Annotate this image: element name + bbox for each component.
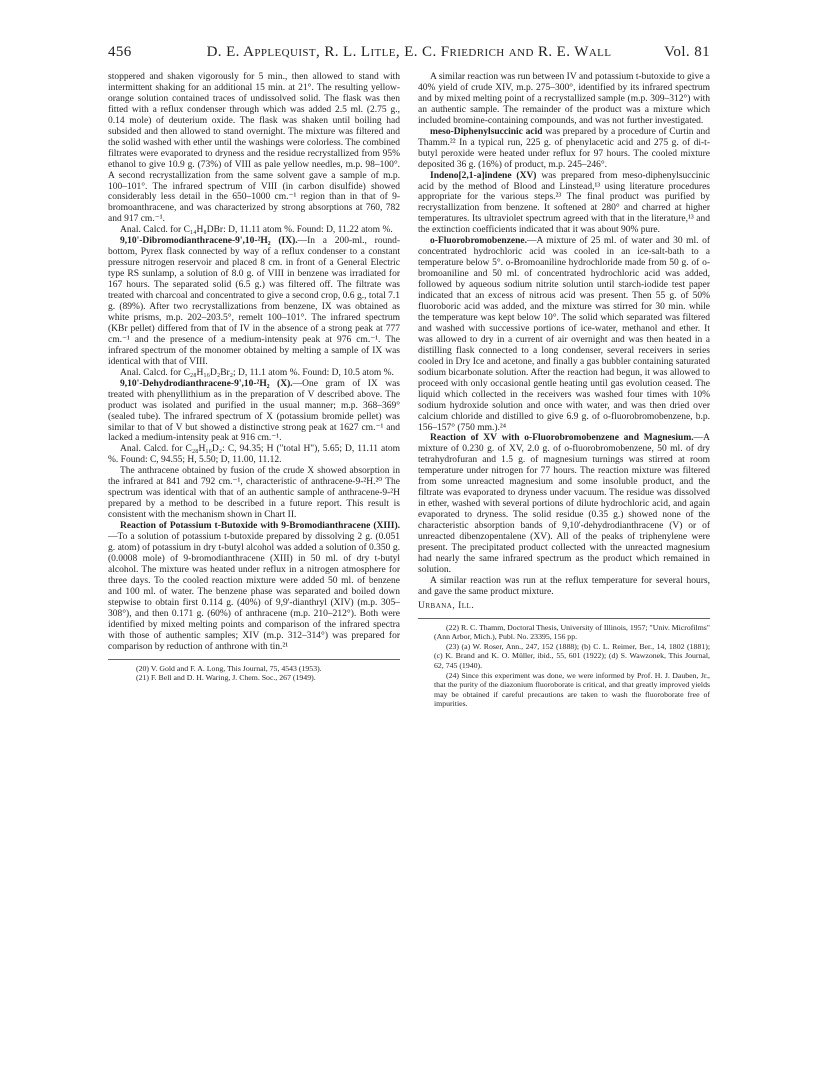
paragraph <box>418 127 710 171</box>
paragraph-text: was prepared from meso-diphenylsuccinic acid by the method of Blood and Linstead,¹³ using literature procedures appropriate for the various steps.²³ The final product was purified by recrystallization from benzene. It softened at 280° and charred at higher temperatures. Its ultraviolet spectrum agreed with that in the literature,¹³ and the extinction coefficients indicated that it was about 90% pure. <box>418 170 710 236</box>
footnote: (23) (a) W. Roser, Ann., 247, 152 (1888); (b) C. L. Reimer, Ber., 14, 1802 (1881); (c) K. Brand and K. O. Müller, ibid., 55, 601 (1922); (d) S. Wawzonek, This Journal, 62, 745 (1940). <box>434 641 710 671</box>
section-title: 9,10'-Dibromodianthracene-9',10-²H₂ (IX). <box>120 236 298 247</box>
paragraph-text: —One gram of IX was treated with phenyllithium as in the preparation of V described above. The product was isolated and purified in the usual manner; m.p. 368–369° (sealed tube). The infrared spectrum of X (potassium bromide pellet) was similar to that of V but showed a distinctive strong peak at 1627 cm.⁻¹ and lacked a medium-intensity peak at 916 cm.⁻¹. <box>108 378 400 444</box>
paragraph <box>108 521 400 652</box>
section-title: Reaction of Potassium t-Butoxide with 9-Bromodianthracene (XIII). <box>120 521 400 532</box>
paragraph-text: —In a 200-ml., round-bottom, Pyrex flask connected by way of a reflux condenser to a constant pressure nitrogen reservoir and placed 8 cm. in front of a General Electric type RS sunlamp, a solution of 8.0 g. of VIII in benzene was irradiated for 167 hours. The separated solid (6.5 g.) was filtered off. The filtrate was treated with charcoal and concentrated to give a second crop, 0.6 g., total 7.1 g. (89%). After two recrystallizations from benzene, IX was obtained as white prisms, m.p. 202–203.5°, remelt 100–101°. The infrared spectrum (KBr pellet) differed from that of IV in the absence of a strong peak at 777 cm.⁻¹ and the presence of a medium-intensity peak at 976 cm.⁻¹. The infrared spectrum of the monomer obtained by melting a sample of IX was identical with that of VIII. <box>108 236 400 367</box>
paragraph: The anthracene obtained by fusion of the crude X showed absorption in the infrared at 841 and 792 cm.⁻¹, characteristic of anthracene-9-²H.²⁰ The spectrum was identical with that of an authentic sample of anthracene-9-²H prepared by a method to be described in a future report. This result is consistent with the mechanism shown in Chart II. <box>108 466 400 521</box>
footnote: (22) R. C. Thamm, Doctoral Thesis, University of Illinois, 1957; "Univ. Microfilms" (Ann Arbor, Mich.), Publ. No. 23395, 156 pp. <box>434 622 710 642</box>
paragraph <box>108 379 400 445</box>
left-column <box>108 72 400 683</box>
footnote: (21) F. Bell and D. H. Waring, J. Chem. Soc., 267 (1949). <box>136 673 316 683</box>
paragraph: A similar reaction was run at the reflux temperature for several hours, and gave the same product mixture. <box>418 575 710 597</box>
analysis-paragraph: Anal. Calcd. for C₁₄H₈DBr: D, 11.11 atom %. Found: D, 11.22 atom %. <box>120 225 393 236</box>
running-header <box>108 44 710 62</box>
paragraph <box>418 433 710 575</box>
paragraph-text: —A mixture of 0.230 g. of XV, 2.0 g. of o-fluorobromobenzene, 50 ml. of dry tetrahydrofuran and 1.5 g. of magnesium turnings was stirred at room temperature under nitrogen for 77 hours. The reaction mixture was filtered from some unreacted magnesium and some insoluble product, and the filtrate was evaporated to dryness under vacuum. The residue was dissolved in ether, washed with several portions of dilute hydrochloric acid, and again evaporated to dryness. The solid residue (0.35 g.) showed none of the characteristic absorption bands of 9,10'-dehydrodianthracene (V) or of unreacted dibenzopentalene (XV). All of the peaks of triphenylene were present. The precipitated product collected with the unreacted magnesium had nearly the same infrared spectrum as the product which remained in solution. <box>418 433 710 575</box>
analysis-paragraph: Anal. Calcd. for C₂₈H₁₆D₂: C, 94.35; H ("total H"), 5.65; D, 11.11 atom %. Found: C, 94.55; H, 5.50; D, 11.00, 11.12. <box>108 444 400 466</box>
paragraph: A similar reaction was run between IV and potassium t-butoxide to give a 40% yield of crude XIV, m.p. 275–300°, identified by its infrared spectrum and by mixed melting point of a recrystallized sample (m.p. 309–312°) with an authentic sample. The remainder of the product was a mixture which included bromine-containing compounds, and was not further investigated. <box>418 72 711 126</box>
paragraph-text: —To a solution of potassium t-butoxide prepared by dissolving 2 g. (0.051 g. atom) of potassium in dry t-butyl alcohol was added a solution of 0.350 g. (0.0008 mole) of 9-bromodianthracene (XIII) in 50 ml. of dry t-butyl alcohol. The mixture was heated under reflux in a nitrogen atmosphere for three days. To the cooled reaction mixture were added 50 ml. of benzene and 100 ml. of water. The benzene phase was separated and boiled down stepwise to obtain first 0.114 g. (40%) of 9,9'-dianthryl (XIV) (m.p. 305–308°), and then 0.171 g. (60%) of anthracene (m.p. 210–212°). Both were identified by mixed melting points and comparison of the infrared spectra with those of authentic samples; XIV (m.p. 312–314°) was prepared for comparison by reduction of anthrone with tin.²¹ <box>108 532 400 652</box>
section-title: Reaction of XV with o-Fluorobromobenzene and Magnesium. <box>430 433 694 444</box>
paragraph-text: was prepared by a procedure of Curtin and Thamm.²² In a typical run, 225 g. of phenylacetic acid and 275 g. of di-t-butyl peroxide were heated under reflux for 97 hours. The cooled mixture deposited 36 g. (16%) of product, m.p. 245–246°. <box>418 126 710 170</box>
paragraph <box>418 171 710 237</box>
footnote: (24) Since this experiment was done, we were informed by Prof. H. J. Dauben, Jr., that the purity of the diazonium fluoroborate is critical, and that greatly improved yields may be obtained if careful precautions are taken to wash the fluoroborate free of impurities. <box>434 670 710 709</box>
footnote: (20) V. Gold and F. A. Long, This Journal, 75, 4543 (1953). <box>136 663 322 673</box>
page-number: 456 <box>108 44 132 60</box>
section-title: Indeno[2,1-a]indene (XV) <box>430 170 537 181</box>
footnote-divider <box>108 659 400 660</box>
running-title: D. E. Applequist, R. L. Litle, E. C. Friedrich and R. E. Wall <box>206 44 612 60</box>
analysis-paragraph: Anal. Calcd. for C₂₈H₁₆D₂Br₂; D, 11.1 atom %. Found: D, 10.5 atom %. <box>120 367 394 378</box>
place-line: Urbana, Ill. <box>418 600 475 611</box>
paragraph: stoppered and shaken vigorously for 5 min., then allowed to stand with intermittent shaking for an additional 15 min. at 21°. The resulting yellow-orange solution contained traces of undissolved solid. The flask was then fitted with a reflux condenser through which was added 2.5 ml. (2.75 g., 0.14 mole) of deuterium oxide. The flask was shaken until boiling had subsided and then allowed to stand overnight. The mixture was filtered and the solid washed with ether until the washings were colorless. The combined filtrates were evaporated to dryness and the residue recrystallized from 95% ethanol to give 10.9 g. (73%) of VIII as pale yellow needles, m.p. 98–100°. A second recrystallization from the same solvent gave a sample of m.p. 100–101°. The infrared spectrum of VIII (in carbon disulfide) showed considerably less detail in the 650–1000 cm.⁻¹ region than in that of 9-bromoanthracene, and was characterized by strong absorptions at 760, 782 and 917 cm.⁻¹. <box>108 72 400 225</box>
footnote-divider <box>418 618 710 619</box>
section-title: 9,10'-Dehydrodianthracene-9',10-²H₂ (X). <box>120 378 293 389</box>
right-column <box>418 72 710 709</box>
paragraph <box>108 236 400 367</box>
paragraph <box>418 236 710 433</box>
volume-number: Vol. 81 <box>664 44 710 60</box>
paragraph-text: —A mixture of 25 ml. of water and 30 ml. of concentrated hydrochloric acid was cooled in an ice-salt-bath to a temperature below 5°. o-Bromoaniline hydrochloride made from 50 g. of o-bromoaniline and 50 ml. of concentrated hydrochloric acid was added, followed by aqueous sodium nitrite solution until starch-iodide test paper indicated that an excess of nitrous acid was present. Then 55 g. of 50% fluoroboric acid was added, and the mixture was stirred for 30 min. while the temperature was kept below 10°. The solid which separated was filtered and washed with successive portions of ice-water, methanol and ether. It was allowed to dry in a current of air overnight and was then heated in a distilling flask connected to a long condenser, several receivers in series cooled in Dry Ice and acetone, and finally a gas bubbler containing saturated sodium bicarbonate solution. After the reaction had begun, it was allowed to proceed with only occasional gentle heating until gas evolution ceased. The liquid which collected in the receivers was washed four times with 10% sodium hydroxide solution and once with water, and was then dried over calcium chloride and distilled to give 6.9 g. of o-fluorobromobenzene, b.p. 156–157° (750 mm.).²⁴ <box>418 236 710 433</box>
section-title: o-Fluorobromobenzene. <box>430 236 528 247</box>
section-title: meso-Diphenylsuccinic acid <box>430 126 543 137</box>
